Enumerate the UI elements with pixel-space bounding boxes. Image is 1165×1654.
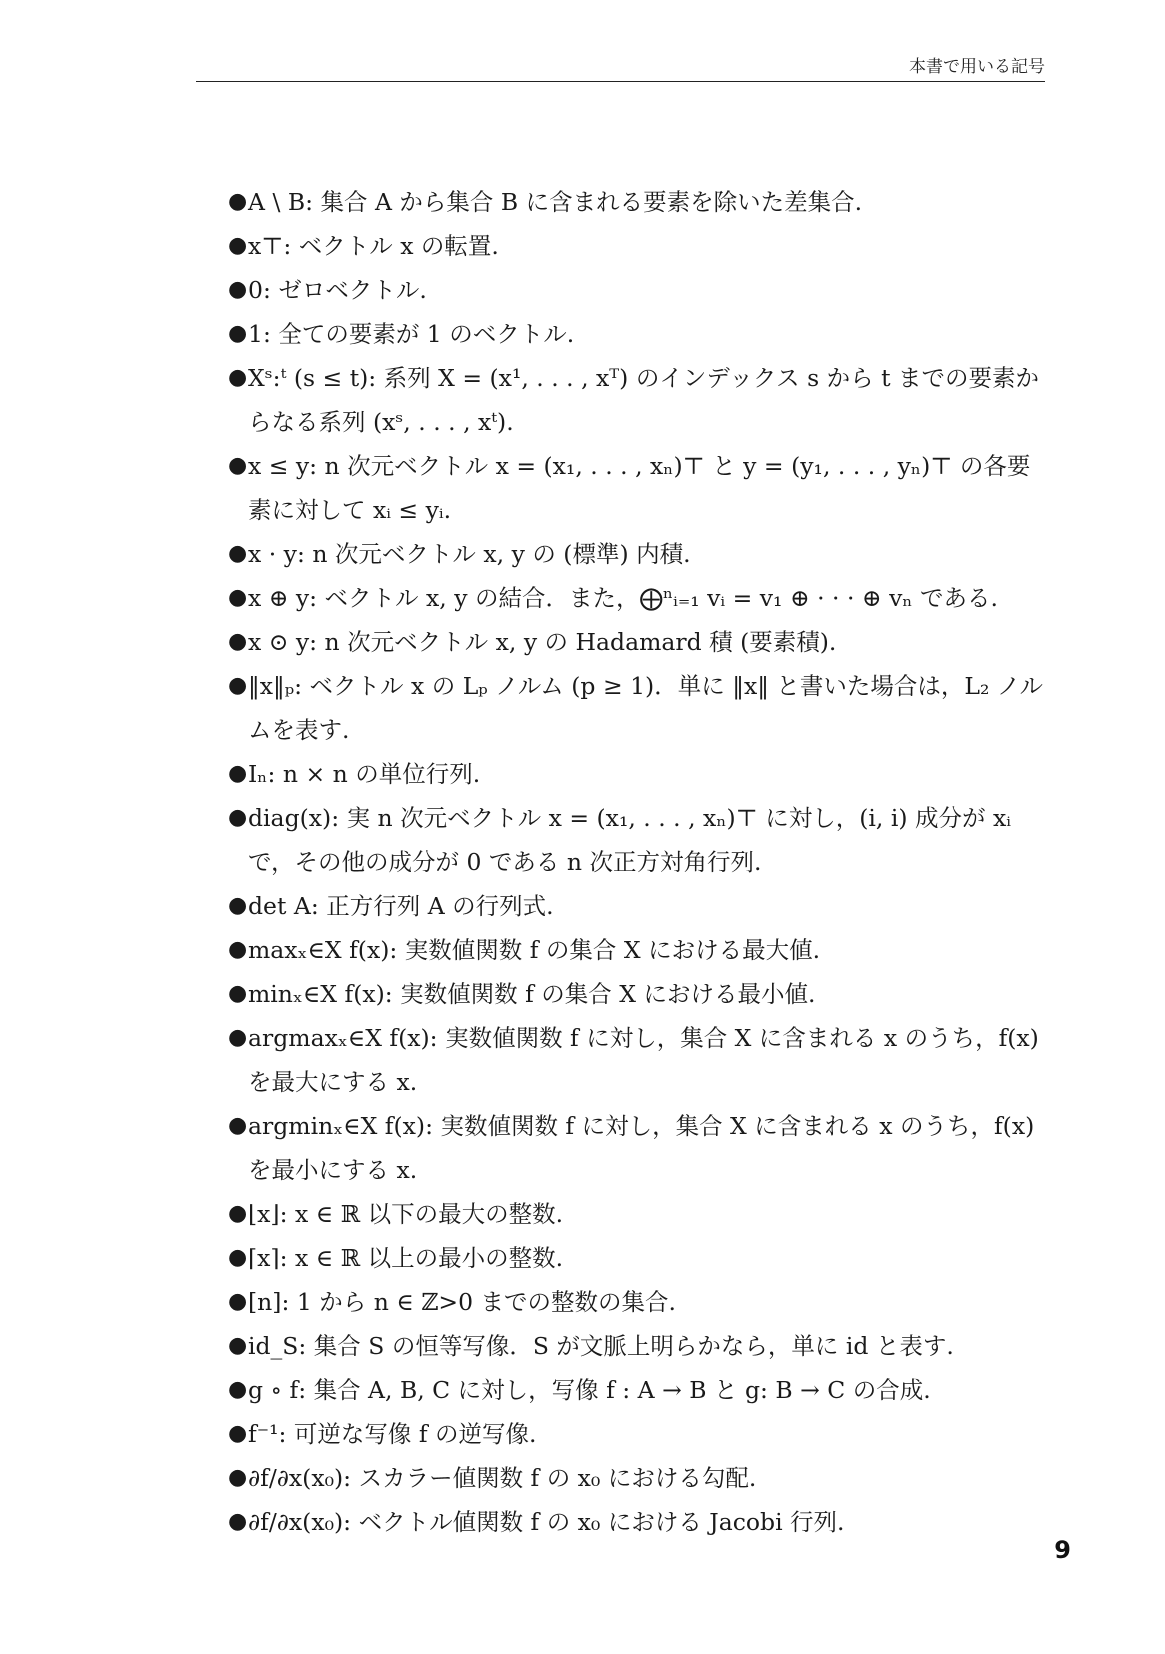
item-text: x ≤ y: n 次元ベクトル x = (x₁, . . . , xₙ)⊤ と y = (y₁, . . . , yₙ)⊤ の各要素に対して xᵢ ≤ yᵢ. [248, 452, 1031, 524]
bullet: ● [228, 673, 248, 698]
item-text: id_S: 集合 S の恒等写像．S が文脈上明らかなら，単に id と表す. [248, 1332, 954, 1360]
bullet: ● [228, 585, 248, 610]
item-text: x · y: n 次元ベクトル x, y の (標準) 内積. [248, 540, 691, 568]
list-item [228, 1412, 1044, 1456]
bullet: ● [228, 1201, 248, 1226]
list-item [228, 312, 1044, 356]
item-text: A \ B: 集合 A から集合 B に含まれる要素を除いた差集合. [248, 188, 863, 216]
bullet: ● [228, 189, 248, 214]
header-rule [196, 81, 1045, 82]
bullet: ● [228, 1289, 248, 1314]
item-text: ∂f/∂x(x₀): ベクトル値関数 f の x₀ における Jacobi 行列. [248, 1508, 845, 1536]
item-text: x⊤: ベクトル x の転置. [248, 232, 499, 260]
item-text: Xˢ:ᵗ (s ≤ t): 系列 X = (x¹, . . . , xᵀ) のインデックス s から t までの要素からなる系列 (xˢ, . . . , xᵗ). [248, 364, 1039, 436]
bullet: ● [228, 321, 248, 346]
list-item [228, 576, 1044, 620]
bullet: ● [228, 277, 248, 302]
item-text: argminₓ∈X f(x): 実数値関数 f に対し，集合 X に含まれる x のうち，f(x) を最小にする x. [248, 1112, 1035, 1184]
item-text: [n]: 1 から n ∈ ℤ>0 までの整数の集合. [248, 1288, 676, 1316]
item-text: 1: 全ての要素が 1 のベクトル. [248, 320, 575, 348]
item-text: g ∘ f: 集合 A, B, C に対し，写像 f : A → B と g: B → C の合成. [248, 1376, 931, 1404]
list-item [228, 972, 1044, 1016]
item-text: ‖x‖ₚ: ベクトル x の Lₚ ノルム (p ≥ 1)．単に ‖x‖ と書いた場合は，L₂ ノルムを表す. [248, 672, 1043, 744]
list-item [228, 928, 1044, 972]
list-item [228, 796, 1044, 884]
item-text: ⌈x⌉: x ∈ ℝ 以上の最小の整数. [248, 1244, 564, 1272]
item-text: maxₓ∈X f(x): 実数値関数 f の集合 X における最大値. [248, 936, 821, 964]
item-text: Iₙ: n × n の単位行列. [248, 760, 481, 788]
list-item [228, 180, 1044, 224]
list-item [228, 1104, 1044, 1192]
list-item [228, 356, 1044, 444]
bullet: ● [228, 1333, 248, 1358]
bullet: ● [228, 1377, 248, 1402]
bullet: ● [228, 453, 248, 478]
item-text: x ⊕ y: ベクトル x, y の結合．また，⨁ⁿᵢ₌₁ vᵢ = v₁ ⊕ · · · ⊕ vₙ である. [248, 584, 998, 612]
item-text: minₓ∈X f(x): 実数値関数 f の集合 X における最小値. [248, 980, 816, 1008]
item-text: ∂f/∂x(x₀): スカラー値関数 f の x₀ における勾配. [248, 1464, 757, 1492]
list-item [228, 532, 1044, 576]
item-text: 0: ゼロベクトル. [248, 276, 427, 304]
bullet: ● [228, 629, 248, 654]
notation-list [228, 180, 1044, 1544]
item-text: ⌊x⌋: x ∈ ℝ 以下の最大の整数. [248, 1200, 564, 1228]
item-text: f⁻¹: 可逆な写像 f の逆写像. [248, 1420, 537, 1448]
item-text: x ⊙ y: n 次元ベクトル x, y の Hadamard 積 (要素積). [248, 628, 837, 656]
item-text: argmaxₓ∈X f(x): 実数値関数 f に対し，集合 X に含まれる x のうち，f(x) を最大にする x. [248, 1024, 1039, 1096]
bullet: ● [228, 1025, 248, 1050]
bullet: ● [228, 541, 248, 566]
list-item [228, 1500, 1044, 1544]
bullet: ● [228, 1245, 248, 1270]
bullet: ● [228, 1509, 248, 1534]
page-number: 9 [1054, 1536, 1071, 1564]
list-item [228, 664, 1044, 752]
bullet: ● [228, 937, 248, 962]
bullet: ● [228, 981, 248, 1006]
list-item [228, 224, 1044, 268]
bullet: ● [228, 365, 248, 390]
bullet: ● [228, 805, 248, 830]
running-header: 本書で用いる記号 [909, 57, 1045, 77]
bullet: ● [228, 1113, 248, 1138]
list-item [228, 1280, 1044, 1324]
list-item [228, 1016, 1044, 1104]
bullet: ● [228, 893, 248, 918]
bullet: ● [228, 1465, 248, 1490]
item-text: diag(x): 実 n 次元ベクトル x = (x₁, . . . , xₙ)⊤ に対し，(i, i) 成分が xᵢ で，その他の成分が 0 である n 次正方対角行列. [248, 804, 1011, 876]
item-text: det A: 正方行列 A の行列式. [248, 892, 554, 920]
bullet: ● [228, 761, 248, 786]
list-item [228, 884, 1044, 928]
list-item [228, 620, 1044, 664]
list-item [228, 444, 1044, 532]
list-item [228, 1368, 1044, 1412]
list-item [228, 1236, 1044, 1280]
bullet: ● [228, 233, 248, 258]
bullet: ● [228, 1421, 248, 1446]
list-item [228, 1192, 1044, 1236]
list-item [228, 1324, 1044, 1368]
list-item [228, 1456, 1044, 1500]
list-item [228, 752, 1044, 796]
list-item [228, 268, 1044, 312]
